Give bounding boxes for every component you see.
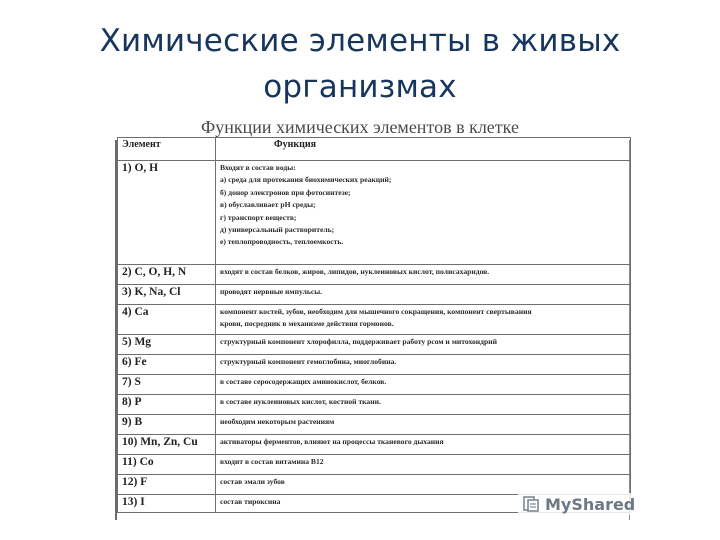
- table-row: [118, 285, 631, 305]
- function-line: б) донор электронов при фотосинтезе;: [220, 187, 351, 197]
- function-line: входит в состав витамина B12: [220, 457, 324, 466]
- element-cell: 7) S: [118, 375, 216, 395]
- slide-title: [0, 18, 720, 110]
- function-line: проводят нервные импульсы.: [220, 287, 323, 296]
- header-function: Функция: [216, 138, 631, 161]
- function-line: компонент костей, зубов, необходим для мышечного сокращения, компонент свертывания: [220, 307, 532, 316]
- table-row: [118, 265, 631, 285]
- function-cell: [216, 375, 631, 395]
- function-line: структурный компонент хлорофилла, поддерживает работу рсом и митохондрий: [220, 337, 497, 346]
- function-line: д) универсальный растворитель;: [220, 225, 335, 235]
- element-cell: 9) B: [118, 415, 216, 435]
- table-caption: Функции химических элементов в клетке: [201, 117, 519, 137]
- function-line: входят в состав белков, жиров, липидов, нуклеиновых кислот, полисахаридов.: [220, 267, 490, 276]
- element-cell: 8) P: [118, 395, 216, 415]
- function-line: е) теплопроводность, теплоемкость.: [220, 237, 344, 247]
- element-cell: 5) Mg: [118, 335, 216, 355]
- function-cell: [216, 265, 631, 285]
- element-cell: 13) I: [118, 495, 216, 513]
- element-cell: 4) Ca: [118, 305, 216, 335]
- function-cell: [216, 305, 631, 335]
- table-row: [118, 161, 631, 265]
- element-cell: 12) F: [118, 475, 216, 495]
- table-row: [118, 435, 631, 455]
- function-cell: [216, 395, 631, 415]
- header-element: Элемент: [118, 138, 216, 161]
- function-line: г) транспорт веществ;: [220, 212, 297, 222]
- function-line: крови, посредник в механизме действия гормонов.: [220, 319, 394, 329]
- table-row: [118, 475, 631, 495]
- table-header-row: [118, 138, 631, 161]
- element-cell: 11) Co: [118, 455, 216, 475]
- function-cell: [216, 435, 631, 455]
- table-row: [118, 355, 631, 375]
- function-cell: [216, 415, 631, 435]
- function-line: в составе нуклеиновых кислот, костной ткани.: [220, 397, 381, 406]
- function-line: состав эмали зубов: [220, 477, 285, 486]
- function-line: состав тироксина: [220, 497, 281, 506]
- myshared-logo-icon: [522, 494, 542, 514]
- function-line: а) среда для протекания биохимических реакций;: [220, 175, 392, 185]
- function-cell: [216, 475, 631, 495]
- element-cell: 2) C, O, H, N: [118, 265, 216, 285]
- function-cell: [216, 355, 631, 375]
- element-cell: 3) K, Na, Cl: [118, 285, 216, 305]
- watermark: [518, 493, 639, 515]
- function-cell: [216, 455, 631, 475]
- slide-title-line-1: Химические элементы в живых: [99, 23, 621, 59]
- function-cell: [216, 335, 631, 355]
- table-row: [118, 375, 631, 395]
- function-line: структурный компонент гемоглобина, миоглобина.: [220, 357, 397, 366]
- element-cell: 10) Mn, Zn, Cu: [118, 435, 216, 455]
- table-row: [118, 415, 631, 435]
- table-row: [118, 395, 631, 415]
- function-line: в) обуславливает pH среды;: [220, 200, 316, 210]
- slide-title-line-2: организмах: [263, 69, 457, 105]
- element-functions-table: [117, 137, 631, 513]
- element-cell: 1) O, H: [118, 161, 216, 265]
- function-line: Входят в состав воды:: [220, 163, 296, 172]
- table-row: [118, 455, 631, 475]
- function-line: активаторы ферментов, влияют на процессы тканевого дыхания: [220, 437, 444, 446]
- element-cell: 6) Fe: [118, 355, 216, 375]
- function-line: в составе серосодержащих аминокислот, белков.: [220, 377, 387, 386]
- function-cell: [216, 161, 631, 265]
- function-cell: [216, 285, 631, 305]
- table-row: [118, 335, 631, 355]
- watermark-text: MyShared: [545, 494, 636, 514]
- function-line: необходим некоторым растениям: [220, 417, 335, 426]
- table-row: [118, 305, 631, 335]
